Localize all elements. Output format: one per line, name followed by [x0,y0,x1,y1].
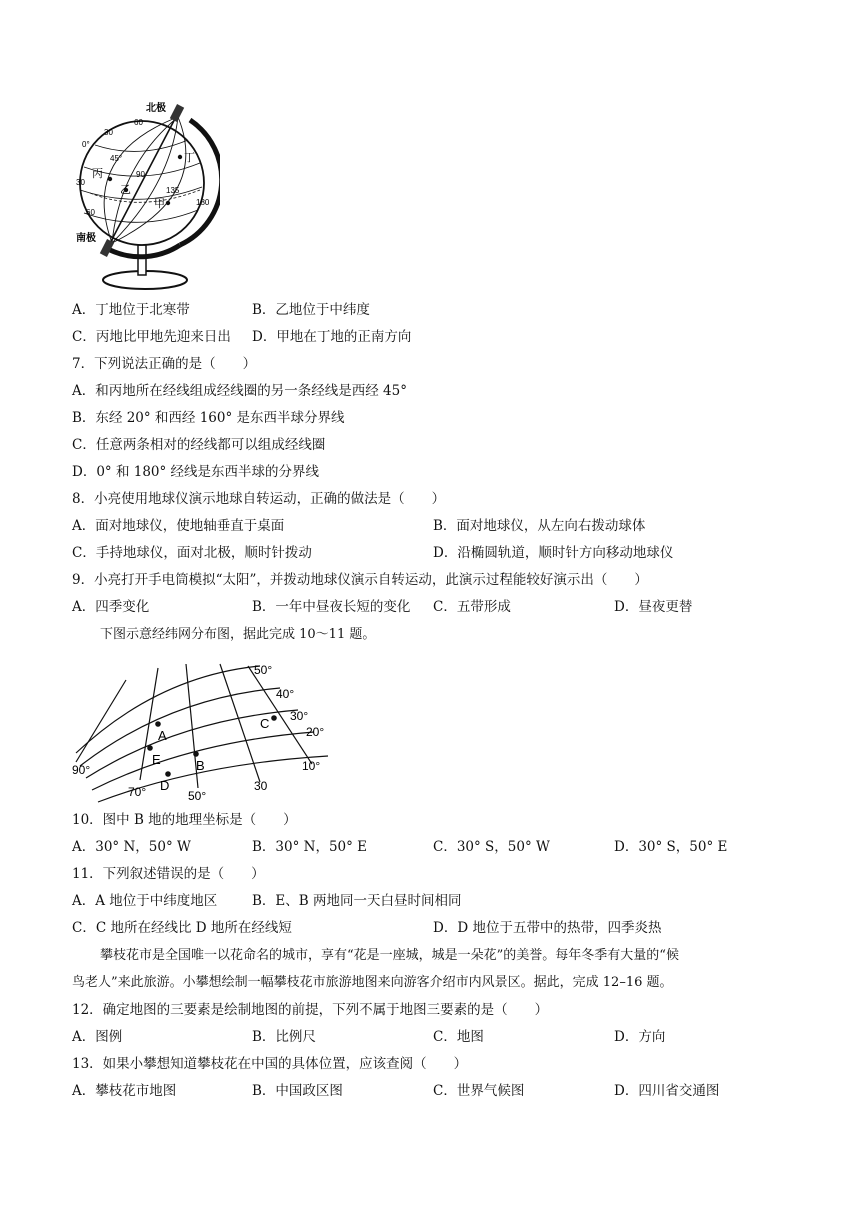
q9-option-a: A．四季变化 [72,599,150,615]
q8-option-b: B．面对地球仪，从左向右拨动球体 [433,518,646,534]
q10-stem: 10．图中 B 地的地理坐标是（ ） [72,812,297,828]
globe-figure [70,95,220,295]
intro-12-16-line2: 鸟老人”来此旅游。小攀想绘制一幅攀枝花市旅游地图来向游客介绍市内风景区。据此，完成 12–16 题。 [72,975,673,990]
q13-option-d: D．四川省交通图 [614,1083,720,1099]
q12-option-b: B．比例尺 [252,1029,316,1045]
globe-label-135: 135 [166,186,180,195]
q11-option-c: C．C 地所在经线比 D 地所在经线短 [72,920,292,936]
q6-option-d: D．甲地在丁地的正南方向 [252,329,412,345]
globe-point-bing: 丙 [92,168,103,180]
lon-label-90: 90° [72,763,91,777]
intro-10-11: 下图示意经纬网分布图，据此完成 10～11 题。 [100,627,376,642]
q9-option-d: D．昼夜更替 [614,599,693,615]
q13-option-b: B．中国政区图 [252,1083,343,1099]
q11-option-b: B．E、B 两地同一天白昼时间相同 [252,893,462,909]
globe-point-jia: 甲 [154,198,165,210]
grid-point-a: A [158,728,167,743]
q7-option-c: C．任意两条相对的经线都可以组成经线圈 [72,437,326,453]
lat-label-40: 40° [276,687,295,701]
q11-option-a: A．A 地位于中纬度地区 [72,893,218,909]
globe-point-yi: 乙 [120,184,131,196]
lon-label-50: 50° [188,789,207,803]
lon-label-30: 30 [254,779,268,793]
q11-option-d: D．D 地位于五带中的热带，四季炎热 [433,920,662,936]
lat-label-50: 50° [254,663,273,677]
globe-label-90: 90 [136,170,145,179]
q12-option-a: A．图例 [72,1029,123,1045]
q13-stem: 13．如果小攀想知道攀枝花在中国的具体位置，应该查阅（ ） [72,1056,468,1072]
q7-option-d: D．0° 和 180° 经线是东西半球的分界线 [72,464,320,480]
q13-option-a: A．攀枝花市地图 [72,1083,177,1099]
globe-label-60s: 60 [86,208,95,217]
globe-label-30s: 30 [76,178,85,187]
q13-option-c: C．世界气候图 [433,1083,525,1099]
q8-option-a: A．面对地球仪，使地轴垂直于桌面 [72,518,285,534]
q8-stem: 8．小亮使用地球仪演示地球自转运动，正确的做法是（ ） [72,491,446,507]
globe-label-0: 0° [82,140,90,149]
lat-label-20: 20° [306,725,325,739]
q10-option-a: A．30° N，50° W [72,839,191,855]
q9-option-b: B．一年中昼夜长短的变化 [252,599,411,615]
north-pole-label: 北极 [146,103,166,114]
globe-label-60n: 60 [134,118,143,127]
globe-label-180: 180 [196,198,210,207]
lat-label-10: 10° [302,759,321,773]
grid-point-d: D [160,778,170,793]
q12-option-d: D．方向 [614,1029,666,1045]
globe-point-ding: 丁 [184,152,195,164]
intro-12-16-line1: 攀枝花市是全国唯一以花命名的城市，享有“花是一座城，城是一朵花”的美誉。每年冬季有大量的“候 [100,948,679,963]
q12-stem: 12．确定地图的三要素是绘制地图的前提，下列不属于地图三要素的是（ ） [72,1002,549,1018]
q7-stem: 7．下列说法正确的是（ ） [72,356,257,372]
q7-option-a: A．和丙地所在经线组成经线圈的另一条经线是西经 45° [72,383,407,399]
q6-option-b: B．乙地位于中纬度 [252,302,370,318]
lat-label-30: 30° [290,709,309,723]
q6-option-a: A．丁地位于北寒带 [72,302,190,318]
latlon-grid-figure [68,658,338,808]
q6-option-c: C．丙地比甲地先迎来日出 [72,329,231,345]
grid-point-b: B [196,758,205,773]
q9-option-c: C．五带形成 [433,599,511,615]
q11-stem: 11．下列叙述错误的是（ ） [72,866,265,882]
q10-option-c: C．30° S，50° W [433,839,550,855]
globe-label-30n: 30 [104,128,113,137]
grid-point-c: C [260,716,270,731]
q7-option-b: B．东经 20° 和西经 160° 是东西半球分界线 [72,410,345,426]
q10-option-d: D．30° S，50° E [614,839,728,855]
q8-option-d: D．沿椭圆轨道，顺时针方向移动地球仪 [433,545,674,561]
q12-option-c: C．地图 [433,1029,484,1045]
q10-option-b: B．30° N，50° E [252,839,368,855]
q8-option-c: C．手持地球仪，面对北极，顺时针拨动 [72,545,312,561]
lon-label-70: 70° [128,785,147,799]
grid-point-e: E [152,752,161,767]
south-pole-label: 南极 [76,233,96,244]
globe-label-45: 45° [110,154,123,163]
q9-stem: 9．小亮打开手电筒模拟“太阳”，并拨动地球仪演示自转运动，此演示过程能较好演示出（ ） [72,572,648,588]
